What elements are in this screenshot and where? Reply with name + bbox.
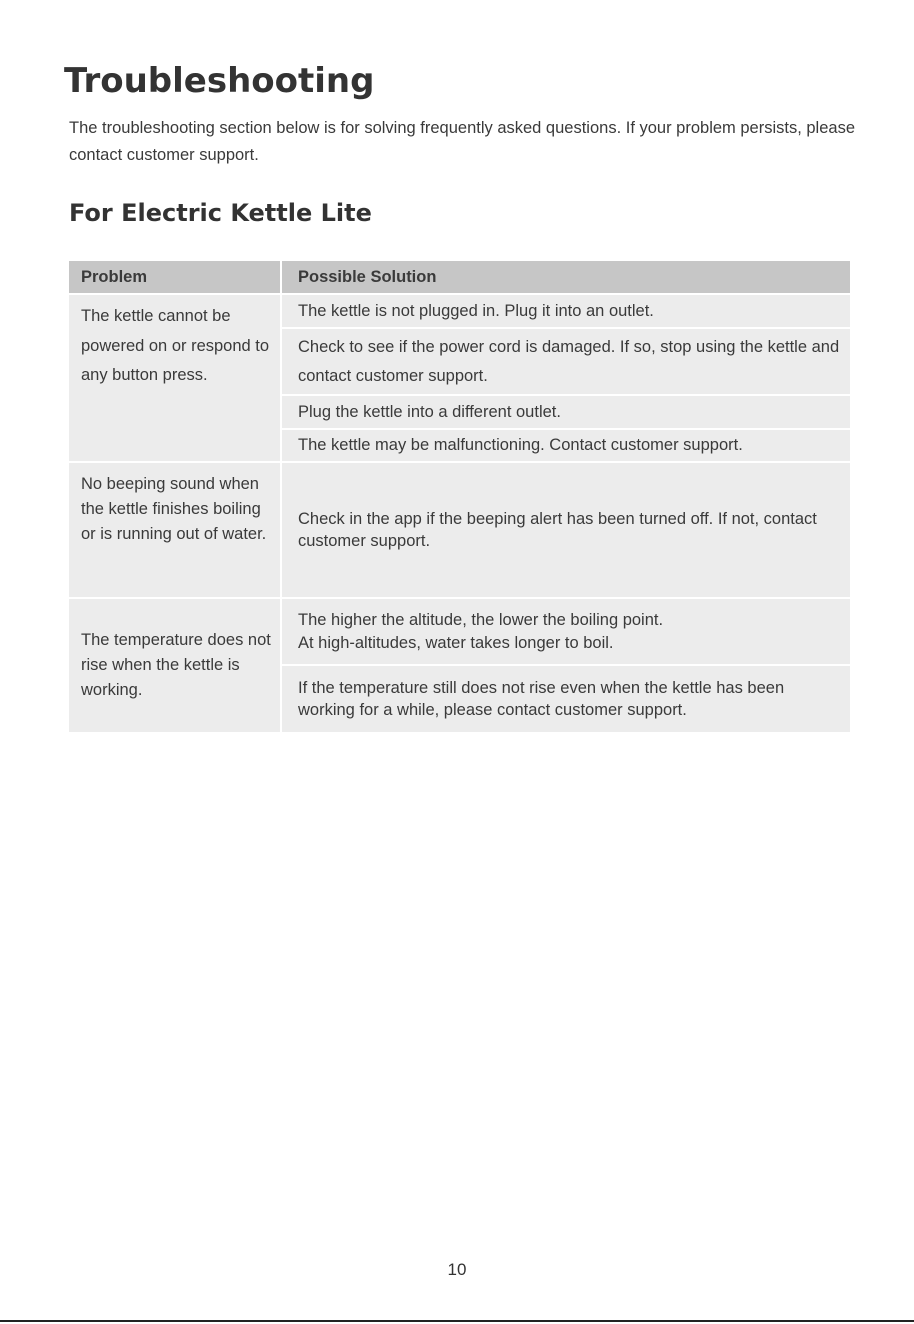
problem-cell-2 (69, 463, 280, 597)
solution-text-1-3: Plug the kettle into a different outlet. (298, 402, 561, 421)
solution-cell-1-4 (282, 430, 850, 461)
solution-text-3-1: The higher the altitude, the lower the boiling point. (298, 611, 664, 629)
solution-cell-1-2 (282, 329, 850, 394)
solution-cell-3-2 (282, 666, 850, 732)
intro-paragraph: The troubleshooting section below is for solving frequently asked questions. If your problem persists, please contact customer support. (69, 119, 856, 164)
bottom-rule (0, 1320, 914, 1322)
problem-cell-3 (69, 599, 280, 732)
solution-text-1-2: Check to see if the power cord is damaged. If so, stop using the kettle and contact customer support. (298, 337, 840, 385)
solution-text-1-4: The kettle may be malfunctioning. Contact customer support. (298, 436, 743, 454)
solution-text-3-3: If the temperature still does not rise even when the kettle has been working for a while, please contact customer support. (298, 678, 785, 719)
solution-text-1-1: The kettle is not plugged in. Plug it into an outlet. (298, 301, 654, 320)
problem-text-3: The temperature does not rise when the kettle is working. (81, 631, 271, 699)
solution-cell-1-3 (282, 396, 850, 428)
solution-cell-2-1 (282, 463, 850, 597)
problem-text-2: No beeping sound when the kettle finishes boiling or is running out of water. (81, 475, 267, 543)
solution-text-3-2: At high-altitudes, water takes longer to boil. (298, 633, 614, 652)
header-solution (282, 261, 850, 293)
header-solution-label: Possible Solution (298, 268, 437, 286)
header-problem-label: Problem (81, 268, 148, 286)
page-title: Troubleshooting (64, 61, 375, 101)
section-title: For Electric Kettle Lite (69, 199, 372, 227)
header-problem (69, 261, 280, 293)
solution-cell-1-1 (282, 295, 850, 327)
solution-cell-3-1 (282, 599, 850, 664)
solution-text-2-1: Check in the app if the beeping alert has been turned off. If not, contact customer support. (298, 509, 817, 550)
problem-text-1: The kettle cannot be powered on or respond to any button press. (81, 307, 270, 384)
page-number: 10 (447, 1260, 467, 1279)
problem-cell-1 (69, 295, 280, 461)
